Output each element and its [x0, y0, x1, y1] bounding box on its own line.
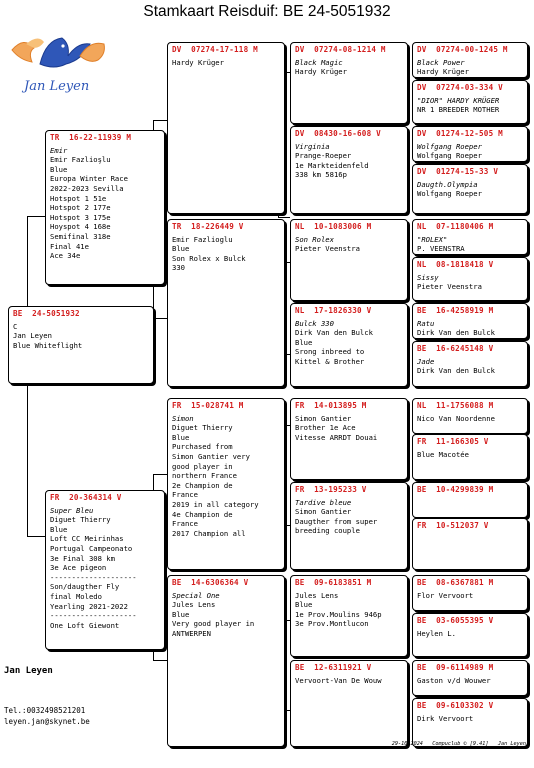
- pigeon-note: Blue: [50, 524, 68, 534]
- pigeon-card-g4: [412, 613, 528, 657]
- pigeon-note: France: [172, 519, 198, 529]
- ring-number: BE 16-6245148 V: [417, 344, 494, 353]
- connector-line: [27, 536, 45, 537]
- breeder-name: Jules Lens: [172, 600, 216, 610]
- pigeon-note: Kittel & Brother: [295, 356, 365, 366]
- pigeon-note: Blue: [50, 164, 68, 174]
- pigeon-note: Blue Whiteflight: [13, 340, 83, 350]
- connector-line: [27, 216, 45, 217]
- pigeon-note: Vitesse ARRDT Douai: [295, 432, 378, 442]
- ring-number: NL 11-1756088 M: [417, 401, 494, 410]
- pigeon-note: Semifinal 318e: [50, 231, 111, 241]
- breeder-name: Jan Leyen: [13, 331, 52, 341]
- pigeon-note: northern France: [172, 471, 237, 481]
- breeder-name: Pieter Veenstra: [295, 244, 360, 254]
- pigeon-card-sire-dam: [167, 219, 285, 387]
- connector-line: [278, 217, 290, 218]
- connector-line: [27, 216, 28, 306]
- pigeon-card-sire: [45, 130, 165, 285]
- pigeon-card-dam-sire: [167, 398, 285, 570]
- ring-number: DV 01274-15-33 V: [417, 167, 499, 176]
- pigeon-note: Portugal Campeonato: [50, 543, 133, 553]
- breeder-name: Dirk Van den Bulck: [295, 328, 373, 338]
- pigeon-name: Black Power: [417, 57, 465, 67]
- pigeon-name: Special One: [172, 590, 220, 600]
- pigeon-name: Simon: [172, 413, 194, 423]
- ring-number: FR 20-364314 V: [50, 493, 122, 502]
- pigeon-note: --------------------: [50, 611, 137, 621]
- breeder-name: Wolfgang Roeper: [417, 189, 482, 199]
- pigeon-card-g4: [412, 257, 528, 301]
- pigeon-name: Wolfgang Roeper: [417, 141, 482, 151]
- pigeon-card-g4: [412, 164, 528, 214]
- pigeon-name: Son Rolex: [295, 234, 334, 244]
- pigeon-name: "DIOR" HARDY KRÜGER: [417, 95, 500, 105]
- breeder-name: Pieter Veenstra: [417, 282, 482, 292]
- ring-number: BE 09-6114989 M: [417, 663, 494, 672]
- pigeon-card-g3: [290, 660, 408, 747]
- pigeon-note: France: [172, 490, 198, 500]
- breeder-name: P. VEENSTRA: [417, 244, 465, 254]
- pigeon-note: Very good player in: [172, 619, 255, 629]
- breeder-name: NR 1 BREEDER MOTHER: [417, 105, 500, 115]
- pigeon-card-g3: [290, 303, 408, 387]
- pigeon-card-g4: [412, 660, 528, 696]
- breeder-name: Vervoort-Van De Wouw: [295, 675, 382, 685]
- ring-number: TR 16-22-11939 M: [50, 133, 132, 142]
- breeder-name: Emir Fazlioşlu: [50, 155, 111, 165]
- breeder-name: Gaston v/d Wouwer: [417, 675, 491, 685]
- pigeon-name: Emir: [50, 145, 68, 155]
- pigeon-card-g4: [412, 518, 528, 570]
- ring-number: BE 09-6103302 V: [417, 701, 494, 710]
- owner-contact: [4, 705, 90, 727]
- pigeon-card-g3: [290, 482, 408, 570]
- breeder-name: Diguet Thierry: [172, 423, 233, 433]
- ring-number: DV 07274-00-1245 M: [417, 45, 508, 54]
- pigeon-card-g3: [290, 398, 408, 480]
- pigeon-name: Bulck 330: [295, 318, 334, 328]
- pigeon-note: 338 km 5816p: [295, 170, 347, 180]
- pigeon-note: Hotspot 2 177e: [50, 203, 111, 213]
- pigeon-card-g4: [412, 219, 528, 255]
- breeder-name: Prange-Roeper: [295, 151, 352, 161]
- breeder-name: Nico Van Noordenne: [417, 413, 495, 423]
- ring-number: DV 01274-12-505 M: [417, 129, 503, 138]
- ring-number: BE 03-6055395 V: [417, 616, 494, 625]
- pigeon-name: C: [13, 321, 18, 331]
- pigeon-note: 4e Champion de: [172, 509, 233, 519]
- ring-number: FR 15-028741 M: [172, 401, 244, 410]
- pigeon-note: Hotspot 1 51e: [50, 193, 107, 203]
- pigeon-note: breeding couple: [295, 526, 360, 536]
- pigeon-note: 3e Ace pigeon: [50, 563, 107, 573]
- pigeon-card-dam-dam: [167, 575, 285, 747]
- ring-number: DV 07274-08-1214 M: [295, 45, 386, 54]
- breeder-name: Simon Gantier: [295, 507, 352, 517]
- pigeon-card-g4: [412, 126, 528, 162]
- page-title: Stamkaart Reisduif: BE 24-5051932: [143, 3, 391, 20]
- ring-number: FR 11-166305 V: [417, 437, 489, 446]
- ring-number: BE 24-5051932: [13, 309, 80, 318]
- pigeon-card-g4: [412, 303, 528, 339]
- pigeon-note: 3e Prov.Montlucon: [295, 619, 369, 629]
- ring-number: NL 10-1083006 M: [295, 222, 372, 231]
- breeder-name: Dirk Van den Bulck: [417, 328, 495, 338]
- ring-number: DV 08430-16-608 V: [295, 129, 381, 138]
- pigeon-card-g4: [412, 434, 528, 480]
- pigeon-name: Daugth.Olympia: [417, 179, 478, 189]
- connector-line: [153, 120, 167, 121]
- pigeon-note: Blue: [295, 600, 313, 610]
- pigeon-note: Ace 34e: [50, 251, 81, 261]
- ring-number: BE 14-6306364 V: [172, 578, 249, 587]
- pigeon-name: Black Magic: [295, 57, 343, 67]
- breeder-name: Flor Vervoort: [417, 590, 474, 600]
- breeder-name: Heylen L.: [417, 628, 456, 638]
- pigeon-name: Ratu: [417, 318, 435, 328]
- pigeon-note: Srong inbreed to: [295, 347, 365, 357]
- logo-text: Jan Leyen: [24, 79, 90, 94]
- pigeon-card-g4: [412, 398, 528, 434]
- pigeon-card-g4: [412, 698, 528, 747]
- pigeon-card-sire-sire: [167, 42, 285, 214]
- pigeon-name: Super Bleu: [50, 505, 94, 515]
- pigeon-note: Purchased from: [172, 442, 233, 452]
- pigeon-note: One Loft Giewont: [50, 620, 120, 630]
- ring-number: BE 09-6183851 M: [295, 578, 372, 587]
- pigeon-note: Loft CC Meirinhas: [50, 534, 124, 544]
- pigeon-card-g3: [290, 42, 408, 124]
- breeder-name: Jules Lens: [295, 590, 339, 600]
- breeder-name: Dirk Van den Bulck: [417, 366, 495, 376]
- pigeon-note: Hotspot 3 175e: [50, 212, 111, 222]
- pigeon-name: Virginia: [295, 141, 330, 151]
- pigeon-note: Yearling 2021-2022: [50, 601, 128, 611]
- ring-number: BE 08-6367881 M: [417, 578, 494, 587]
- ring-number: NL 07-1180406 M: [417, 222, 494, 231]
- pigeon-note: Daugther from super: [295, 516, 378, 526]
- pigeon-note: Blue: [295, 337, 313, 347]
- pigeon-card-g4: [412, 482, 528, 518]
- pigeon-card-g4: [412, 80, 528, 124]
- ring-number: FR 14-013895 M: [295, 401, 367, 410]
- pigeon-note: Son/daugther Fly: [50, 582, 120, 592]
- connector-line: [153, 660, 167, 661]
- connector-line: [153, 474, 154, 490]
- pigeon-note: 2022-2023 Sevilla: [50, 183, 124, 193]
- ring-number: DV 07274-03-334 V: [417, 83, 503, 92]
- pigeon-name: Tardive bleue: [295, 497, 352, 507]
- pigeon-note: Son Rolex x Bulck: [172, 253, 246, 263]
- connector-line: [153, 318, 167, 319]
- connector-line: [153, 474, 167, 475]
- pigeon-note: --------------------: [50, 572, 137, 582]
- pigeon-note: 2017 Champion all: [172, 528, 246, 538]
- ring-number: NL 08-1818418 V: [417, 260, 494, 269]
- ring-number: BE 16-4258919 M: [417, 306, 494, 315]
- pigeon-note: Final 41e: [50, 241, 89, 251]
- pigeon-name: Jade: [417, 356, 435, 366]
- pigeon-card-g3: [290, 219, 408, 301]
- breeder-name: Hardy Krüger: [295, 67, 347, 77]
- pigeon-card-g4: [412, 575, 528, 611]
- pigeon-name: Blue Macotée: [417, 449, 469, 459]
- pigeon-note: Simon Gantier very: [172, 451, 250, 461]
- breeder-name: Hardy Krüger: [172, 57, 224, 67]
- pigeon-note: 2019 in all category: [172, 499, 259, 509]
- ring-number: BE 10-4299839 M: [417, 485, 494, 494]
- breeder-name: Dirk Vervoort: [417, 713, 474, 723]
- pigeon-card-g4: [412, 341, 528, 387]
- ring-number: NL 17-1826330 V: [295, 306, 372, 315]
- pigeon-name: "ROLEX": [417, 234, 448, 244]
- pigeon-note: Blue: [172, 244, 190, 254]
- pigeon-name: Sissy: [417, 272, 439, 282]
- pigeon-note: Hoyspot 4 168e: [50, 222, 111, 232]
- pigeon-note: 2e Champion de: [172, 480, 233, 490]
- pigeon-note: Blue: [172, 609, 190, 619]
- pigeon-note: 330: [172, 263, 185, 273]
- ring-number: BE 12-6311921 V: [295, 663, 372, 672]
- ring-number: FR 13-195233 V: [295, 485, 367, 494]
- pigeon-note: Brother 1e Ace: [295, 423, 356, 433]
- ring-number: DV 07274-17-118 M: [172, 45, 258, 54]
- breeder-name: Wolfgang Roeper: [417, 151, 482, 161]
- ring-number: FR 10-512037 V: [417, 521, 489, 530]
- pigeon-card-g3: [290, 575, 408, 657]
- breeder-name: Diguet Thierry: [50, 515, 111, 525]
- pigeon-note: good player in: [172, 461, 233, 471]
- footer-text: 29-10-2024 Compuclub © [9.41] Jan Leyen: [391, 741, 526, 747]
- breeder-name: Hardy Krüger: [417, 67, 469, 77]
- pigeon-note: ANTWERPEN: [172, 628, 211, 638]
- pigeon-note: final Moledo: [50, 591, 102, 601]
- pigeon-note: 1e Prov.Moulins 946p: [295, 609, 382, 619]
- pigeon-note: 1e Markteidenfeld: [295, 160, 369, 170]
- pigeon-card-g4: [412, 42, 528, 78]
- connector-line: [27, 384, 28, 536]
- pigeon-card-subject: [8, 306, 154, 384]
- pigeon-card-g3: [290, 126, 408, 214]
- pigeon-note: Europa Winter Race: [50, 174, 128, 184]
- pigeons-logo: [6, 34, 112, 94]
- owner-email: leyen.jan@skynet.be: [4, 717, 90, 726]
- pigeon-note: Blue: [172, 432, 190, 442]
- pigeon-card-dam: [45, 490, 165, 650]
- breeder-name: Simon Gantier: [295, 413, 352, 423]
- ring-number: TR 18-226449 V: [172, 222, 244, 231]
- breeder-name: Emir Fazlioglu: [172, 234, 233, 244]
- pigeon-note: 3e Final 308 km: [50, 553, 115, 563]
- owner-name: Jan Leyen: [4, 666, 53, 676]
- owner-phone: Tel.:0032498521201: [4, 706, 86, 715]
- pigeon-icon: [12, 38, 44, 62]
